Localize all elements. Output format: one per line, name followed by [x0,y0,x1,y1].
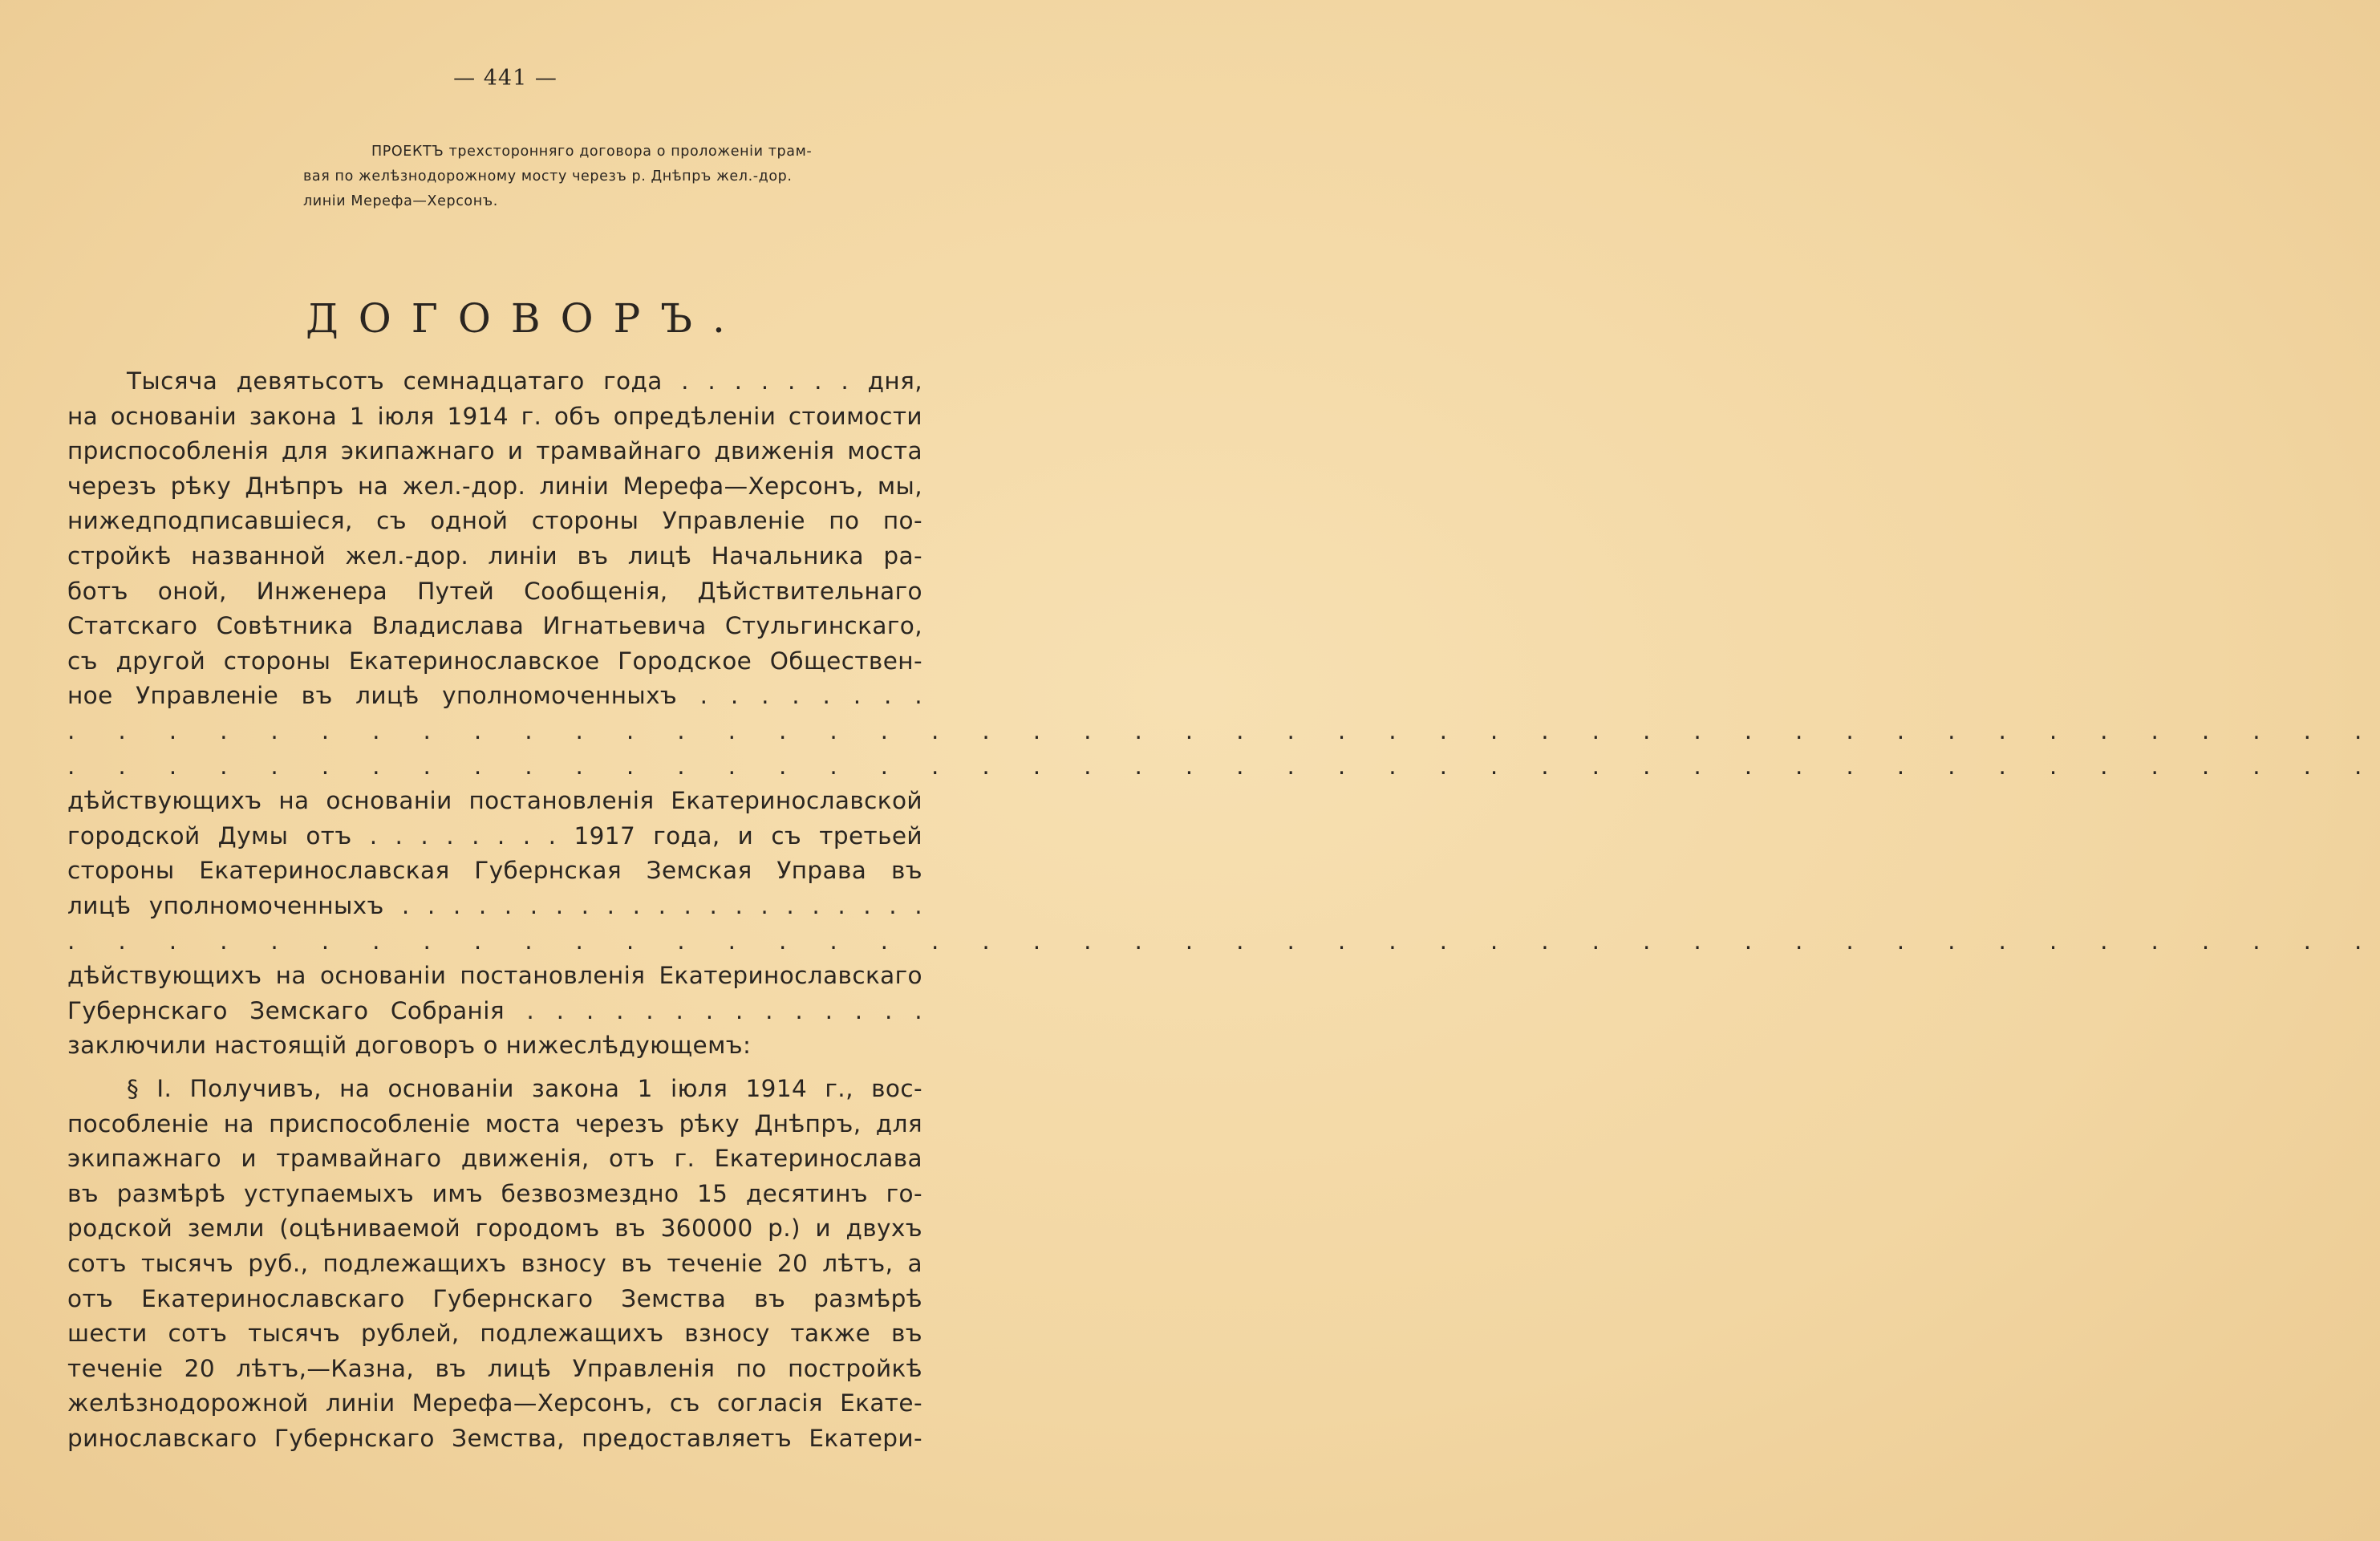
paragraph-2-line-1: § I. Получивъ, на основанiи закона 1 iюля 1914 г., вос- [127,1075,922,1102]
document-title: ДОГОВОРЪ. [306,295,745,342]
paragraph-1-line-3: приспособленiя для экипажнаго и трамвайнаго движенiя моста [67,437,922,465]
paragraph-1-line-5: нижедподписавшiеся, съ одной стороны Управленiе по по- [67,507,922,535]
paragraph-2-line-7: отъ Екатеринославскаго Губернскаго Земства въ размѣрѣ [67,1284,922,1312]
paragraph-2-line-8: шести сотъ тысячъ рублей, подлежащихъ взносу также въ [67,1320,922,1348]
paragraph-2-line-5: родской земли (оцѣниваемой городомъ въ 360000 р.) и двухъ [67,1215,922,1243]
paragraph-1-line-15: стороны Екатеринославская Губернская Земская Управа въ [67,857,922,885]
paragraph-1-line-16: лицѣ уполномоченныхъ . . . . . . . . . . . . . . . . . . . . . [67,891,922,919]
header-note-line-2: вая по желѣзнодорожному мосту черезъ р. Днѣпръ жел.-дор. [303,168,793,185]
paragraph-1-line-7: ботъ оной, Инженера Путей Сообщенiя, Дѣйствительнаго [67,577,922,605]
paragraph-2-line-9: теченiе 20 лѣтъ,—Казна, въ лицѣ Управленiя по постройкѣ [67,1354,922,1382]
paragraph-1-line-19: Губернскаго Земскаго Собранiя . . . . . . . . . . . . . . [67,996,922,1024]
paragraph-1-line-9: съ другой стороны Екатеринославское Городское Обществен- [67,647,922,675]
paragraph-1-line-1: Тысяча девятьсотъ семнадцатаго года . . . . . . . дня, [127,367,922,395]
header-note-line-1: ПРОЕКТЪ трехсторонняго договора о проложенiи трам- [371,144,813,160]
paragraph-2-line-2: пособленiе на приспособленiе моста черезъ рѣку Днѣпръ, для [67,1109,922,1138]
paragraph-1-line-18: дѣйствующихъ на основанiи постановленiя Екатеринославскаго [67,962,922,990]
header-note [303,140,922,214]
paragraph-1-dot-line-2: . . . . . . . . . . . . . . . . . . . . . . . . . . . . . . . . . . . . . . . . . . . . . . [67,752,2380,780]
paragraph-2-line-4: въ размѣрѣ уступаемыхъ имъ безвозмездно 15 десятинъ го- [67,1179,922,1207]
paragraph-1-dot-line-3: . . . . . . . . . . . . . . . . . . . . . . . . . . . . . . . . . . . . . . . . . . . . . . [67,927,2380,955]
paragraph-2-line-3: экипажнаго и трамвайнаго движенiя, отъ г. Екатеринослава [67,1145,922,1173]
paragraph-1-dot-line-1: . . . . . . . . . . . . . . . . . . . . . . . . . . . . . . . . . . . . . . . . . . . . . . [67,716,2380,744]
paragraph-1-line-10: ное Управленiе въ лицѣ уполномоченныхъ . . . . . . . . [67,682,922,710]
paragraph-1-line-13: дѣйствующихъ на основанiи постановленiя Екатеринославской [67,787,922,815]
paragraph-2 [67,1072,922,1457]
paragraph-1-line-2: на основанiи закона 1 iюля 1914 г. объ опредѣленiи стоимости [67,402,922,430]
paragraph-1-line-4: черезъ рѣку Днѣпръ на жел.-дор. линiи Мерефа—Херсонъ, мы, [67,472,922,500]
paragraph-2-line-6: сотъ тысячъ руб., подлежащихъ взносу въ теченiе 20 лѣтъ, а [67,1249,922,1277]
paragraph-2-line-10: желѣзнодорожной линiи Мерефа—Херсонъ, съ согласiя Екате- [67,1389,922,1417]
paragraph-2-line-11: ринославскаго Губернскаго Земства, предоставляетъ Екатери- [67,1424,922,1452]
paragraph-1-line-6: стройкѣ названной жел.-дор. линiи въ лицѣ Начальника ра- [67,541,922,570]
paragraph-1-line-20: заключили настоящiй договоръ о нижеслѣдующемъ: [67,1032,752,1060]
page-number: — 441 — [453,66,557,91]
paragraph-1 [67,364,2380,1064]
header-note-line-3: линiи Мерефа—Херсонъ. [303,193,498,209]
paragraph-1-line-14: городской Думы отъ . . . . . . . . 1917 года, и съ третьей [67,821,922,850]
paragraph-1-line-8: Статскаго Совѣтника Владислава Игнатьевича Стульгинскаго, [67,612,922,640]
